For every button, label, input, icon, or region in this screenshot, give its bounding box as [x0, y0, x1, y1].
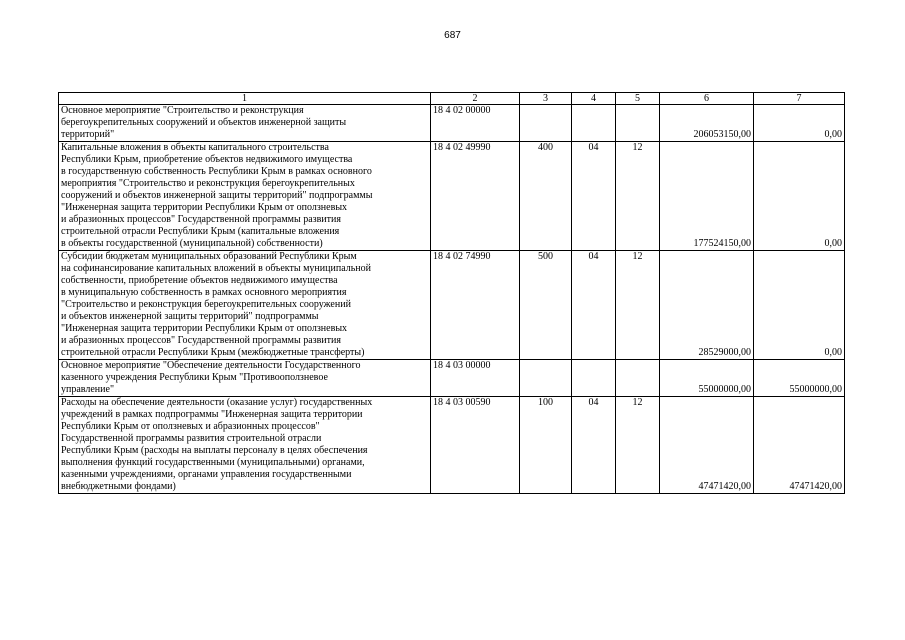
csr-code-cell: 18 4 02 00000: [431, 105, 520, 142]
section-cell: [572, 360, 616, 397]
row-name-line: строительной отрасли Республики Крым (межбюджетные трансферты): [61, 347, 365, 358]
row-name-line: выполнения функций государственными (муниципальными) органами,: [61, 457, 365, 468]
row-name-line: внебюджетными фондами): [61, 481, 176, 492]
section-cell: [572, 105, 616, 142]
subsection-cell: 12: [616, 251, 660, 360]
csr-code-cell: 18 4 03 00590: [431, 397, 520, 494]
header-cell-1: 1: [59, 93, 431, 105]
subsection-cell: [616, 105, 660, 142]
section-cell: 04: [572, 251, 616, 360]
table-row: [59, 105, 845, 142]
csr-code-cell: 18 4 02 74990: [431, 251, 520, 360]
header-cell-4: 4: [572, 93, 616, 105]
expense-type-cell: 100: [520, 397, 572, 494]
table-row: [59, 397, 845, 494]
header-cell-6: 6: [660, 93, 754, 105]
expense-type-cell: [520, 360, 572, 397]
budget-table: [58, 92, 845, 494]
row-name-cell: [59, 142, 431, 251]
csr-code-cell: 18 4 02 49990: [431, 142, 520, 251]
row-name-cell: [59, 251, 431, 360]
section-cell: 04: [572, 142, 616, 251]
row-name-line: и абразионных процессов" Государственной программы развития: [61, 214, 341, 225]
row-name-line: в объекты государственной (муниципальной) собственности): [61, 238, 323, 249]
row-name-cell: [59, 360, 431, 397]
row-name-line: и абразионных процессов" Государственной программы развития: [61, 335, 341, 346]
row-name-line: территорий": [61, 129, 115, 140]
row-name-line: на софинансирование капитальных вложений в объекты муниципальной: [61, 263, 371, 274]
expense-type-cell: 500: [520, 251, 572, 360]
row-name-line: учреждений в рамках подпрограммы "Инженерная защита территории: [61, 409, 363, 420]
row-name-line: Государственной программы развития строительной отрасли: [61, 433, 322, 444]
subsection-cell: [616, 360, 660, 397]
header-row: [59, 93, 845, 105]
row-name-line: казенного учреждения Республики Крым "Противооползневое: [61, 372, 328, 383]
row-name-line: мероприятия "Строительство и реконструкция берегоукрепительных: [61, 178, 355, 189]
expense-type-cell: [520, 105, 572, 142]
row-name-line: Капитальные вложения в объекты капитального строительства: [61, 142, 329, 153]
row-name-line: Республики Крым (расходы на выплаты персоналу в целях обеспечения: [61, 445, 368, 456]
subsection-cell: 12: [616, 397, 660, 494]
row-name-line: Республики Крым, приобретение объектов недвижимого имущества: [61, 154, 353, 165]
amount-cell-2: 47471420,00: [754, 397, 845, 494]
row-name-line: и объектов инженерной защиты территорий" подпрограммы: [61, 311, 319, 322]
row-name-cell: [59, 105, 431, 142]
header-cell-5: 5: [616, 93, 660, 105]
amount-cell-2: 55000000,00: [754, 360, 845, 397]
header-cell-7: 7: [754, 93, 845, 105]
row-name-line: Республики Крым от оползневых и абразионных процессов": [61, 421, 320, 432]
row-name-line: в государственную собственность Республики Крым в рамках основного: [61, 166, 372, 177]
amount-cell-2: 0,00: [754, 105, 845, 142]
row-name-line: "Инженерная защита территории Республики Крым от оползневых: [61, 202, 348, 213]
row-name-line: берегоукрепительных сооружений и объектов инженерной защиты: [61, 117, 347, 128]
section-cell: 04: [572, 397, 616, 494]
amount-cell-1: 55000000,00: [660, 360, 754, 397]
row-name-line: казенными учреждениями, органами управления государственными: [61, 469, 352, 480]
row-name-line: Расходы на обеспечение деятельности (оказание услуг) государственных: [61, 397, 373, 408]
header-cell-2: 2: [431, 93, 520, 105]
table-body: [59, 93, 845, 494]
row-name-line: собственности, приобретение объектов недвижимого имущества: [61, 275, 338, 286]
row-name-line: сооружений и объектов инженерной защиты территорий" подпрограммы: [61, 190, 373, 201]
row-name-line: в муниципальную собственность в рамках основного мероприятия: [61, 287, 347, 298]
expense-type-cell: 400: [520, 142, 572, 251]
table-row: [59, 142, 845, 251]
amount-cell-2: 0,00: [754, 251, 845, 360]
table-row: [59, 360, 845, 397]
row-name-line: Субсидии бюджетам муниципальных образований Республики Крым: [61, 251, 357, 262]
row-name-line: Основное мероприятие "Обеспечение деятельности Государственного: [61, 360, 361, 371]
amount-cell-1: 28529000,00: [660, 251, 754, 360]
row-name-line: строительной отрасли Республики Крым (капитальные вложения: [61, 226, 340, 237]
row-name-line: управление": [61, 384, 115, 395]
row-name-line: Основное мероприятие "Строительство и реконструкция: [61, 105, 304, 116]
amount-cell-1: 47471420,00: [660, 397, 754, 494]
row-name-line: "Инженерная защита территории Республики Крым от оползневых: [61, 323, 348, 334]
subsection-cell: 12: [616, 142, 660, 251]
row-name-cell: [59, 397, 431, 494]
page-number: 687: [444, 30, 461, 41]
header-cell-3: 3: [520, 93, 572, 105]
csr-code-cell: 18 4 03 00000: [431, 360, 520, 397]
amount-cell-1: 206053150,00: [660, 105, 754, 142]
amount-cell-2: 0,00: [754, 142, 845, 251]
table-row: [59, 251, 845, 360]
row-name-line: "Строительство и реконструкция берегоукрепительных сооружений: [61, 299, 351, 310]
amount-cell-1: 177524150,00: [660, 142, 754, 251]
